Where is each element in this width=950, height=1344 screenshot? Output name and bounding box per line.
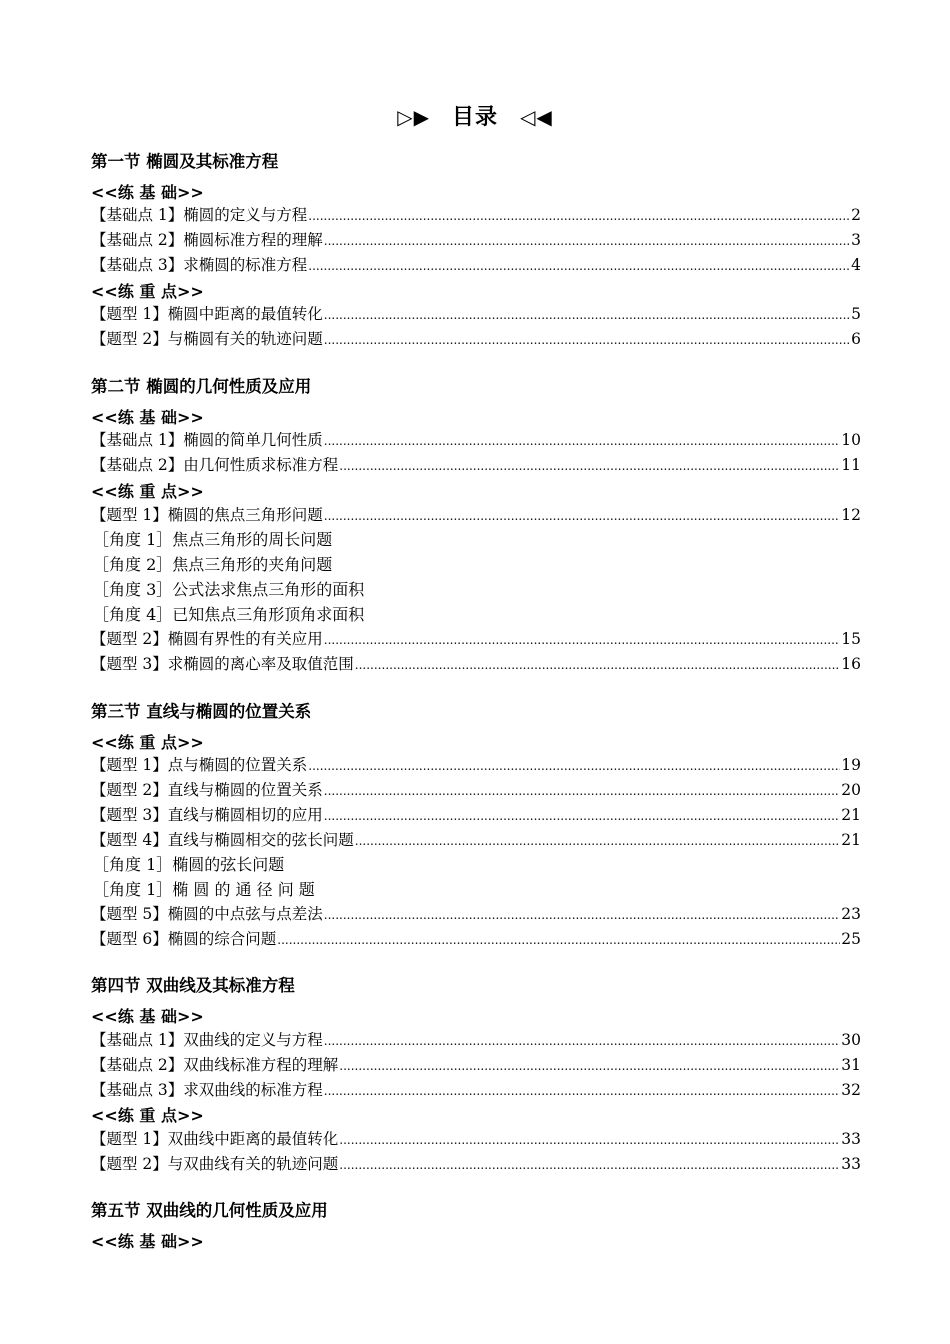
leader-dots: [339, 1133, 840, 1147]
page-number: 12: [841, 506, 861, 524]
toc-entry[interactable]: 【基础点 3】求双曲线的标准方程 ..... 32: [91, 1078, 861, 1103]
toc-entry[interactable]: 【题型 4】直线与椭圆相交的弦长问题 ..... 21: [91, 828, 861, 853]
toc-entry[interactable]: 【基础点 1】椭圆的简单几何性质 ..... 10: [91, 428, 861, 453]
leader-dots: [324, 333, 850, 347]
page-number: 30: [841, 1031, 861, 1049]
leader-dots: [324, 234, 850, 248]
leader-dots: [277, 933, 840, 947]
group-label: <<练 重 点>>: [91, 1106, 204, 1125]
leader-dots: [324, 784, 840, 798]
page-number: 15: [841, 630, 861, 648]
toc-entry[interactable]: 【基础点 3】求椭圆的标准方程 ..... 4: [91, 253, 861, 278]
page-number: 20: [841, 781, 861, 799]
toc-entry[interactable]: 【题型 1】双曲线中距离的最值转化 ..... 33: [91, 1127, 861, 1152]
leader-dots: [308, 759, 840, 773]
leader-dots: [324, 509, 840, 523]
toc-subentry[interactable]: ［角度 3］公式法求焦点三角形的面积: [93, 580, 365, 599]
leader-dots: [324, 633, 840, 647]
page-number: 33: [841, 1155, 861, 1173]
toc-entry[interactable]: 【题型 5】椭圆的中点弦与点差法 ..... 23: [91, 902, 861, 927]
leader-dots: [324, 908, 840, 922]
group-label: <<练 重 点>>: [91, 733, 204, 752]
toc-entry[interactable]: 【基础点 2】椭圆标准方程的理解 ..... 3: [91, 228, 861, 253]
page-number: 19: [841, 756, 861, 774]
page-number: 23: [841, 905, 861, 923]
group-label: <<练 重 点>>: [91, 482, 204, 501]
leader-dots: [324, 1084, 840, 1098]
page-number: 5: [851, 305, 861, 323]
page-number: 6: [851, 330, 861, 348]
toc-subentry[interactable]: ［角度 1］椭 圆 的 通 径 问 题: [93, 880, 315, 899]
page-number: 21: [841, 806, 861, 824]
leader-dots: [308, 259, 850, 273]
toc-subentry[interactable]: ［角度 4］已知焦点三角形顶角求面积: [93, 605, 365, 624]
page-number: 2: [851, 206, 861, 224]
toc-entry[interactable]: 【题型 2】与椭圆有关的轨迹问题 ..... 6: [91, 327, 861, 352]
group-label: <<练 基 础>>: [91, 1007, 204, 1026]
toc-subentry[interactable]: ［角度 2］焦点三角形的夹角问题: [93, 555, 333, 574]
toc-entry[interactable]: 【题型 6】椭圆的综合问题 ..... 25: [91, 927, 861, 952]
toc-subentry[interactable]: ［角度 1］焦点三角形的周长问题: [93, 530, 333, 549]
group-label: <<练 基 础>>: [91, 183, 204, 202]
right-arrows-icon: ◁◀: [520, 105, 553, 129]
toc-title: [0, 100, 950, 131]
toc-entry[interactable]: 【题型 1】椭圆中距离的最值转化 ..... 5: [91, 302, 861, 327]
toc-entry[interactable]: 【基础点 2】由几何性质求标准方程 ..... 11: [91, 453, 861, 478]
leader-dots: [355, 658, 840, 672]
section-heading: 第一节 椭圆及其标准方程: [91, 152, 279, 171]
page-number: 11: [841, 456, 861, 474]
group-label: <<练 基 础>>: [91, 1232, 204, 1251]
section-heading: 第二节 椭圆的几何性质及应用: [91, 377, 312, 396]
toc-entry[interactable]: 【题型 2】直线与椭圆的位置关系 ..... 20: [91, 778, 861, 803]
leader-dots: [339, 459, 840, 473]
toc-entry[interactable]: 【基础点 1】双曲线的定义与方程 ..... 30: [91, 1028, 861, 1053]
toc-title-text: 目录: [451, 105, 498, 130]
toc-entry[interactable]: 【题型 3】直线与椭圆相切的应用 ..... 21: [91, 803, 861, 828]
group-label: <<练 重 点>>: [91, 282, 204, 301]
toc-subentry[interactable]: ［角度 1］椭圆的弦长问题: [93, 855, 285, 874]
page-number: 4: [851, 256, 861, 274]
page-number: 31: [841, 1056, 861, 1074]
leader-dots: [324, 434, 840, 448]
left-arrows-icon: ▷▶: [397, 105, 430, 129]
toc-entry[interactable]: 【题型 1】椭圆的焦点三角形问题 ..... 12: [91, 503, 861, 528]
leader-dots: [324, 809, 840, 823]
leader-dots: [308, 209, 850, 223]
group-label: <<练 基 础>>: [91, 408, 204, 427]
section-heading: 第五节 双曲线的几何性质及应用: [91, 1201, 328, 1220]
toc-entry[interactable]: 【题型 1】点与椭圆的位置关系 ..... 19: [91, 753, 861, 778]
leader-dots: [339, 1059, 840, 1073]
page-number: 3: [851, 231, 861, 249]
toc-entry[interactable]: 【题型 2】椭圆有界性的有关应用 ..... 15: [91, 627, 861, 652]
page-number: 10: [841, 431, 861, 449]
page-number: 21: [841, 831, 861, 849]
leader-dots: [324, 1034, 840, 1048]
page-number: 33: [841, 1130, 861, 1148]
leader-dots: [355, 834, 840, 848]
section-heading: 第三节 直线与椭圆的位置关系: [91, 702, 312, 721]
toc-entry[interactable]: 【基础点 2】双曲线标准方程的理解 ..... 31: [91, 1053, 861, 1078]
page-number: 16: [841, 655, 861, 673]
leader-dots: [324, 308, 850, 322]
toc-entry[interactable]: 【题型 3】求椭圆的离心率及取值范围 ..... 16: [91, 652, 861, 677]
page-number: 32: [841, 1081, 861, 1099]
toc-entry[interactable]: 【基础点 1】椭圆的定义与方程 ..... 2: [91, 203, 861, 228]
page-number: 25: [841, 930, 861, 948]
leader-dots: [339, 1158, 840, 1172]
toc-entry[interactable]: 【题型 2】与双曲线有关的轨迹问题 ..... 33: [91, 1152, 861, 1177]
section-heading: 第四节 双曲线及其标准方程: [91, 976, 295, 995]
